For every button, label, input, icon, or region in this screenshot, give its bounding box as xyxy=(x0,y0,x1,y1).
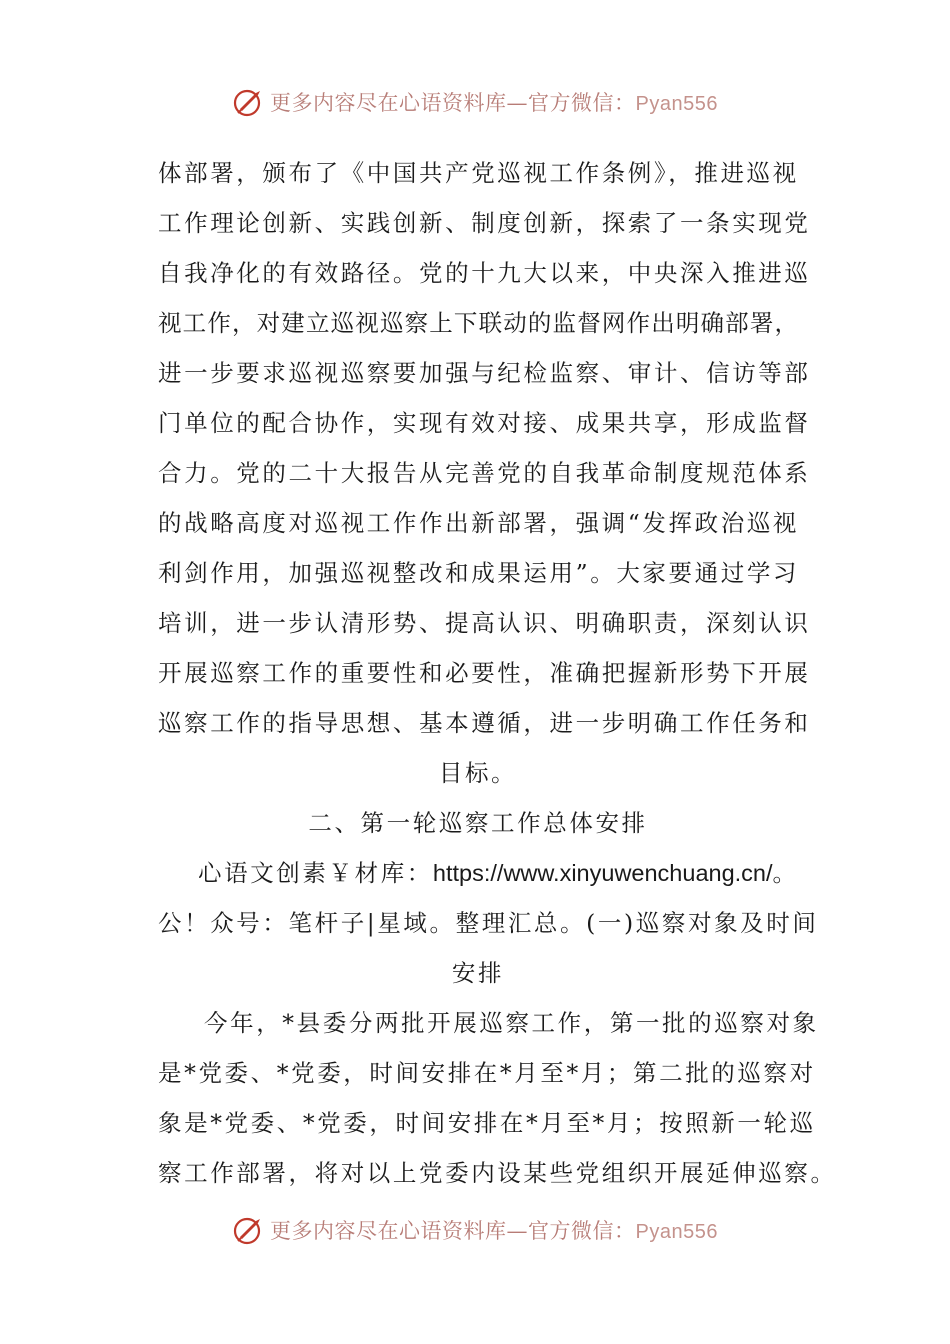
body-line: 察工作部署，将对以上党委内设某些党组织开展延伸巡察。 xyxy=(158,1159,837,1187)
body-line: 门单位的配合协作，实现有效对接、成果共享，形成监督 xyxy=(158,409,811,437)
body-line: 的战略高度对巡视工作作出新部署，强调“发挥政治巡视 xyxy=(158,509,800,537)
source-url: https://www.xinyuwenchuang.cn/ xyxy=(432,860,773,886)
pen-logo-icon xyxy=(232,85,266,119)
document-body xyxy=(158,148,837,1198)
body-line: 安排 xyxy=(451,959,505,987)
body-line: 象是*党委、*党委，时间安排在*月至*月；按照新一轮巡 xyxy=(158,1109,816,1137)
body-line: 进一步要求巡视巡察要加强与纪检监察、审计、信访等部 xyxy=(158,359,811,387)
wechat-id: Pyan556 xyxy=(635,93,718,115)
body-line: 开展巡察工作的重要性和必要性，准确把握新形势下开展 xyxy=(158,659,811,687)
body-line: 利剑作用，加强巡视整改和成果运用”。大家要通过学习 xyxy=(158,559,800,587)
body-line: 是*党委、*党委，时间安排在*月至*月；第二批的巡察对 xyxy=(158,1059,816,1087)
body-line: 自我净化的有效路径。党的十九大以来，中央深入推进巡 xyxy=(158,259,811,287)
body-line: 目标。 xyxy=(438,759,518,787)
source-line: 心语文创素￥材库：https://www.xinyuwenchuang.cn/。 xyxy=(198,859,799,887)
body-line: 工作理论创新、实践创新、制度创新，探索了一条实现党 xyxy=(158,209,811,237)
pen-logo-icon xyxy=(232,1213,266,1247)
body-line: 公！众号：笔杆子|星域。整理汇总。(一)巡察对象及时间 xyxy=(158,909,819,937)
body-line: 今年，*县委分两批开展巡察工作，第一批的巡察对象 xyxy=(204,1009,819,1037)
watermark-text: 更多内容尽在心语资料库—官方微信：Pyan556 xyxy=(270,91,718,115)
wechat-id: Pyan556 xyxy=(635,1221,718,1243)
watermark-header xyxy=(0,82,950,122)
watermark-footer xyxy=(0,1210,950,1250)
body-line: 巡察工作的指导思想、基本遵循，进一步明确工作任务和 xyxy=(158,709,811,737)
body-line: 培训，进一步认清形势、提高认识、明确职责，深刻认识 xyxy=(158,609,811,637)
watermark-text: 更多内容尽在心语资料库—官方微信：Pyan556 xyxy=(270,1219,718,1243)
body-line: 体部署，颁布了《中国共产党巡视工作条例》，推进巡视 xyxy=(158,159,799,187)
body-line: 合力。党的二十大报告从完善党的自我革命制度规范体系 xyxy=(158,459,811,487)
body-line: 视工作，对建立巡视巡察上下联动的监督网作出明确部署， xyxy=(158,309,798,337)
section-heading: 二、第一轮巡察工作总体安排 xyxy=(308,809,648,837)
